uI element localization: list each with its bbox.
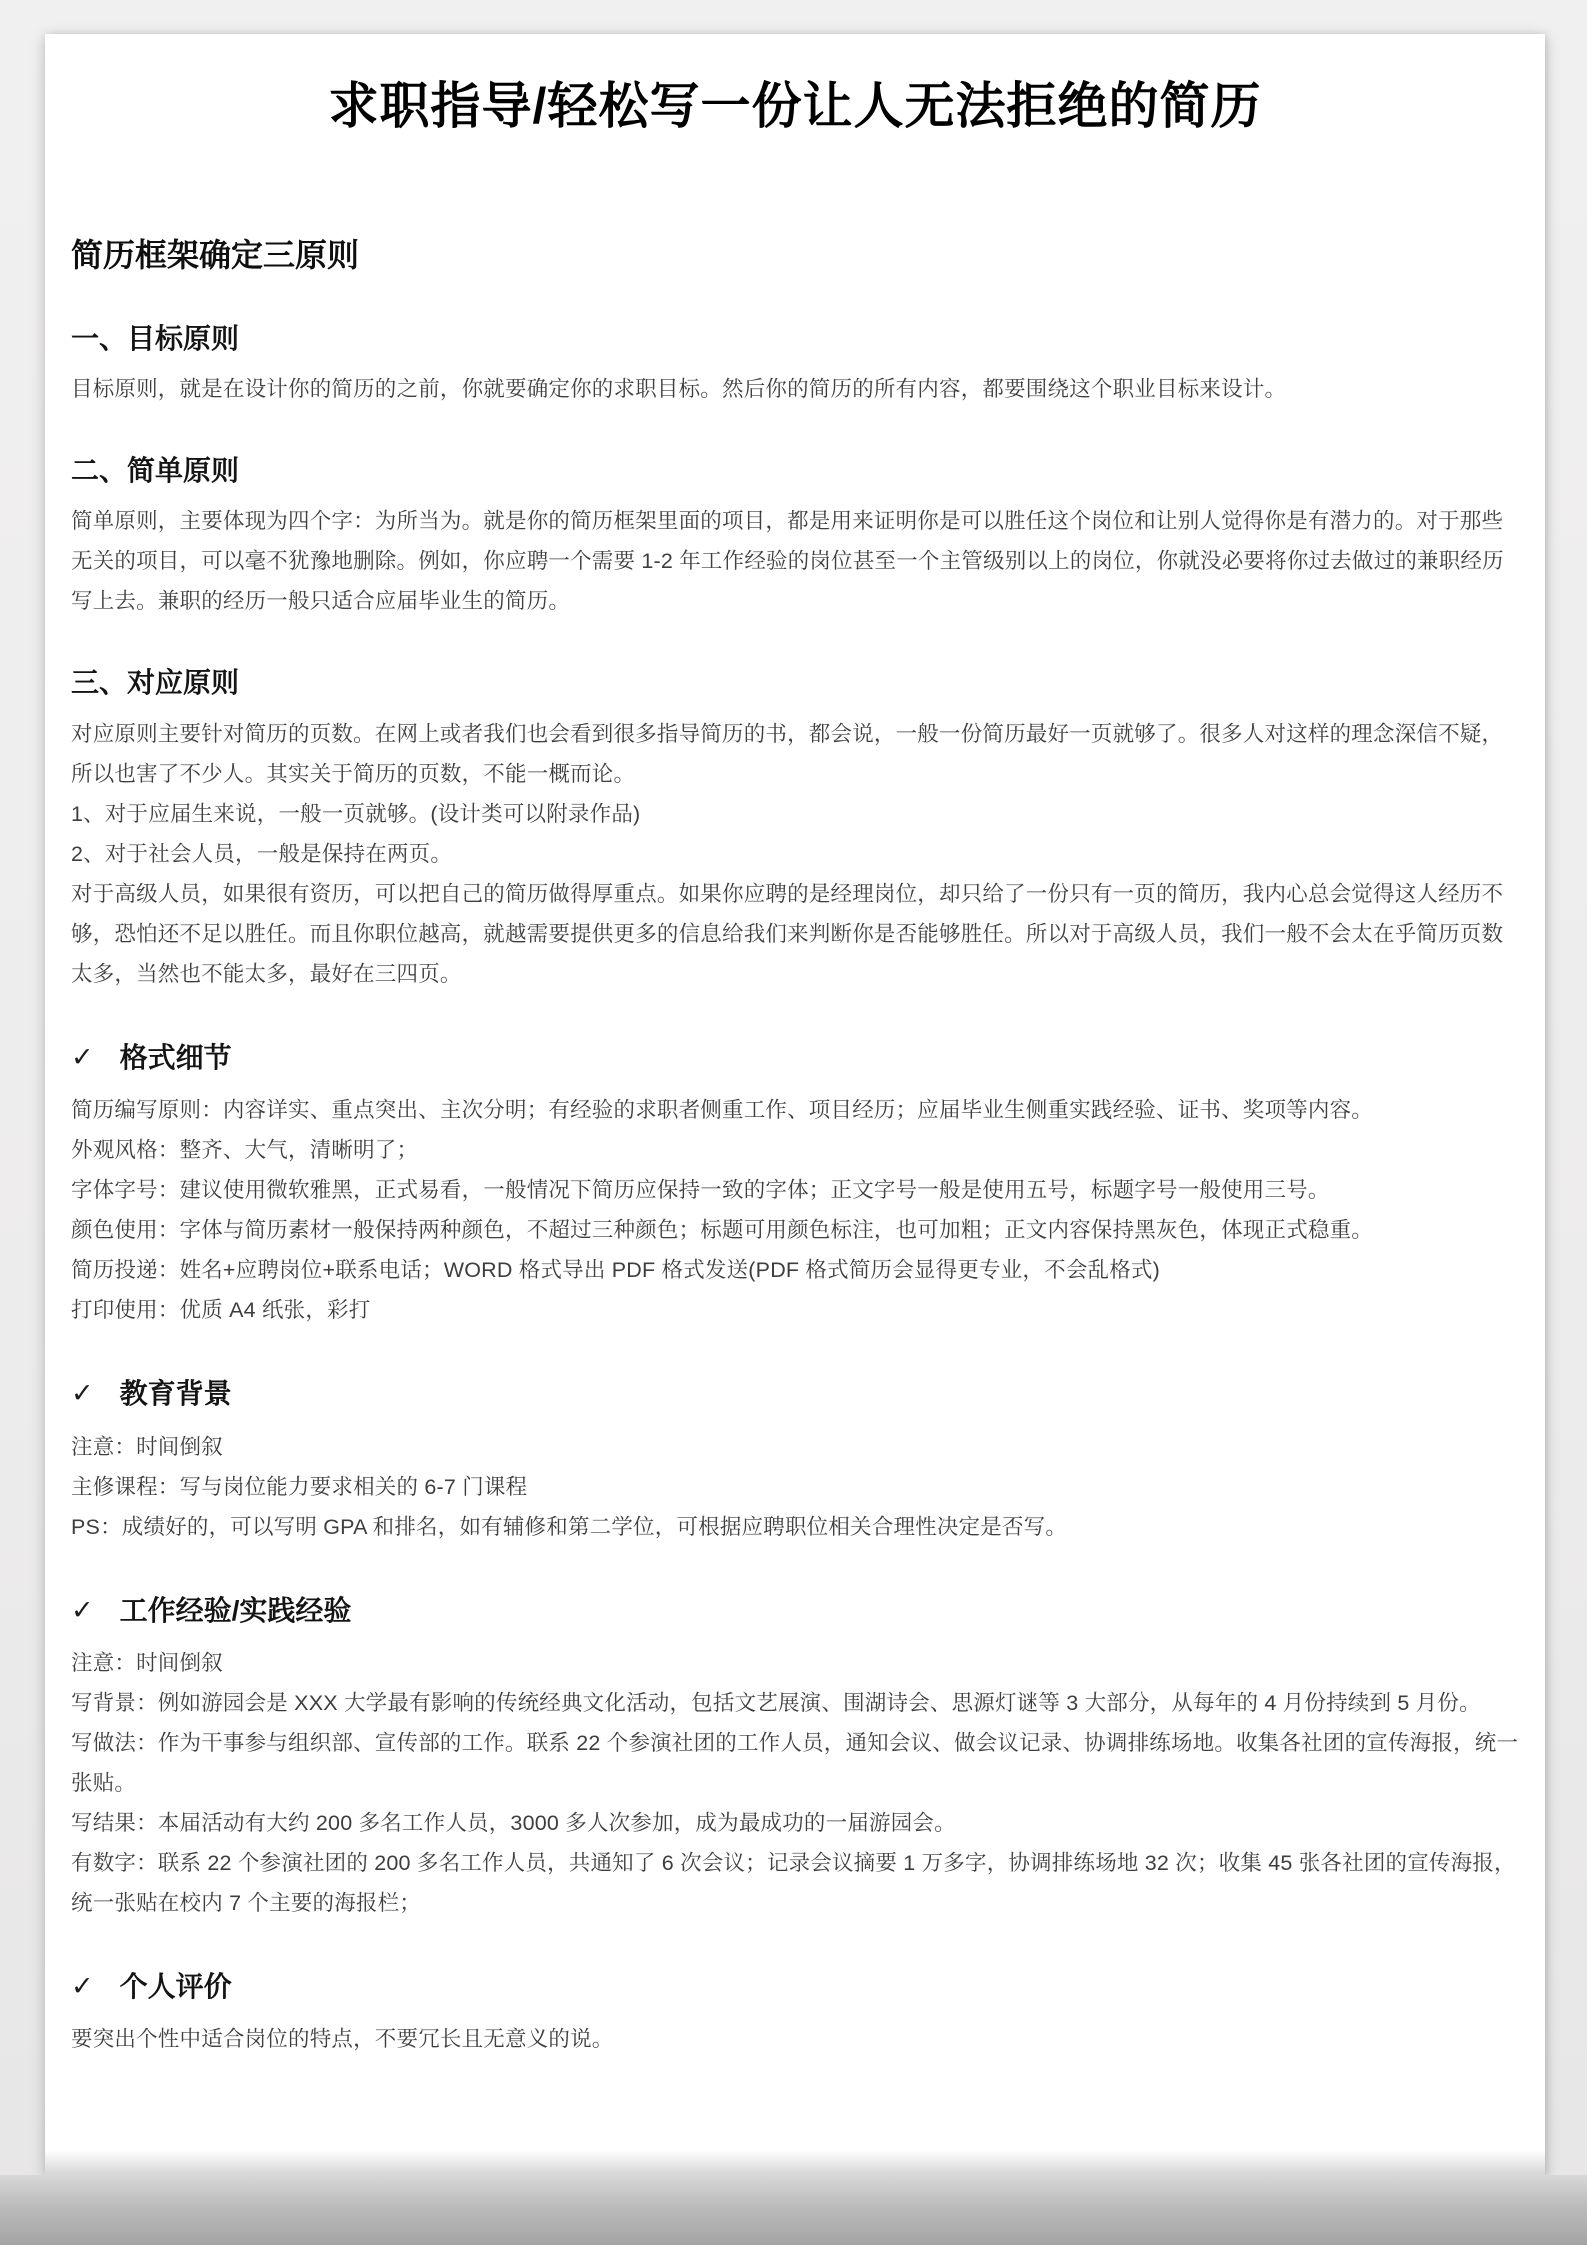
principle-2-body: 简单原则，主要体现为四个字：为所当为。就是你的简历框架里面的项目，都是用来证明你是可以胜任这个岗位和让别人觉得你是有潜力的。对于那些无关的项目，可以毫不犹豫地删除。例如，你应聘一个需要 1-2 年工作经验的岗位甚至一个主管级别以上的岗位，你就没必要将你过去做过的兼职经历写上去。兼职的经历一般只适合应届毕业生的简历。 xyxy=(71,509,1504,614)
section-heading-resume-framework: 简历框架确定三原则 xyxy=(71,237,360,273)
section-heading-work-experience xyxy=(71,1593,1519,1629)
format-details-line: 外观风格：整齐、大气，清晰明了； xyxy=(71,1138,419,1163)
education-line: 主修课程：写与岗位能力要求相关的 6-7 门课程 xyxy=(71,1474,528,1499)
education-line: 注意：时间倒叙 xyxy=(71,1434,223,1459)
work-experience-line: 有数字：联系 22 个参演社团的 200 多名工作人员，共通知了 6 次会议；记录会议摘要 1 万多字，协调排练场地 32 次；收集 45 张各社团的宣传海报，统一张贴在校内 7 个主要的海报栏； xyxy=(71,1850,1516,1915)
work-experience-line: 注意：时间倒叙 xyxy=(71,1650,223,1675)
checkmark-icon: ✓ xyxy=(71,1378,94,1409)
format-details-heading-label: 格式细节 xyxy=(119,1041,232,1073)
education-line: PS：成绩好的，可以写明 GPA 和排名，如有辅修和第二学位，可根据应聘职位相关合理性决定是否写。 xyxy=(71,1514,1068,1539)
document-page xyxy=(45,34,1545,2176)
education-heading-label: 教育背景 xyxy=(119,1378,232,1410)
section-heading-format-details xyxy=(71,1040,1519,1076)
principle-1-heading: 一、目标原则 xyxy=(71,322,240,354)
work-experience-heading-label: 工作经验/实践经验 xyxy=(119,1594,352,1626)
format-details-line: 颜色使用：字体与简历素材一般保持两种颜色，不超过三种颜色；标题可用颜色标注，也可加粗；正文内容保持黑灰色，体现正式稳重。 xyxy=(71,1218,1374,1243)
personal-evaluation-line: 要突出个性中适合岗位的特点，不要冗长且无意义的说。 xyxy=(71,2027,614,2052)
personal-evaluation-heading-label: 个人评价 xyxy=(119,1970,232,2002)
principle-3-heading: 三、对应原则 xyxy=(71,667,240,699)
viewer-bottom-band xyxy=(0,2175,1587,2245)
format-details-line: 打印使用：优质 A4 纸张，彩打 xyxy=(71,1298,371,1323)
work-experience-line: 写背景：例如游园会是 XXX 大学最有影响的传统经典文化活动，包括文艺展演、围湖诗会、思源灯谜等 3 大部分，从每年的 4 月份持续到 5 月份。 xyxy=(71,1690,1481,1715)
work-experience-line: 写结果：本届活动有大约 200 多名工作人员，3000 多人次参加，成为最成功的一届游园会。 xyxy=(71,1810,956,1835)
principle-3-body-2: 对于高级人员，如果很有资历，可以把自己的简历做得厚重点。如果你应聘的是经理岗位，却只给了一份只有一页的简历，我内心总会觉得这人经历不够，恐怕还不足以胜任。而且你职位越高，就越需要提供更多的信息给我们来判断你是否能够胜任。所以对于高级人员，我们一般不会太在乎简历页数太多，当然也不能太多，最好在三四页。 xyxy=(71,881,1504,986)
principle-3-list-item: 1、对于应届生来说，一般一页就够。(设计类可以附录作品) xyxy=(71,801,641,826)
principle-1-body: 目标原则，就是在设计你的简历的之前，你就要确定你的求职目标。然后你的简历的所有内容，都要围绕这个职业目标来设计。 xyxy=(71,376,1287,401)
format-details-line: 简历编写原则：内容详实、重点突出、主次分明；有经验的求职者侧重工作、项目经历；应届毕业生侧重实践经验、证书、奖项等内容。 xyxy=(71,1098,1374,1123)
principle-3-body: 对应原则主要针对简历的页数。在网上或者我们也会看到很多指导简历的书，都会说，一般一份简历最好一页就够了。很多人对这样的理念深信不疑，所以也害了不少人。其实关于简历的页数，不能一概而论。 xyxy=(71,721,1504,786)
section-heading-personal-evaluation xyxy=(71,1969,1519,2005)
page-bottom-shadow xyxy=(45,2150,1545,2178)
checkmark-icon: ✓ xyxy=(71,1594,94,1625)
format-details-line: 字体字号：建议使用微软雅黑，正式易看，一般情况下简历应保持一致的字体；正文字号一般是使用五号，标题字号一般使用三号。 xyxy=(71,1178,1330,1203)
principle-3-list-item: 2、对于社会人员，一般是保持在两页。 xyxy=(71,841,453,866)
principle-2-heading: 二、简单原则 xyxy=(71,454,240,486)
format-details-line: 简历投递：姓名+应聘岗位+联系电话；WORD 格式导出 PDF 格式发送(PDF 格式简历会显得更专业，不会乱格式) xyxy=(71,1258,1160,1283)
work-experience-line: 写做法：作为干事参与组织部、宣传部的工作。联系 22 个参演社团的工作人员，通知会议、做会议记录、协调排练场地。收集各社团的宣传海报，统一张贴。 xyxy=(71,1730,1519,1795)
checkmark-icon: ✓ xyxy=(71,1970,94,2001)
checkmark-icon: ✓ xyxy=(71,1041,94,1072)
document-title: 求职指导/轻松写一份让人无法拒绝的简历 xyxy=(328,78,1262,134)
section-heading-education xyxy=(71,1376,1519,1412)
